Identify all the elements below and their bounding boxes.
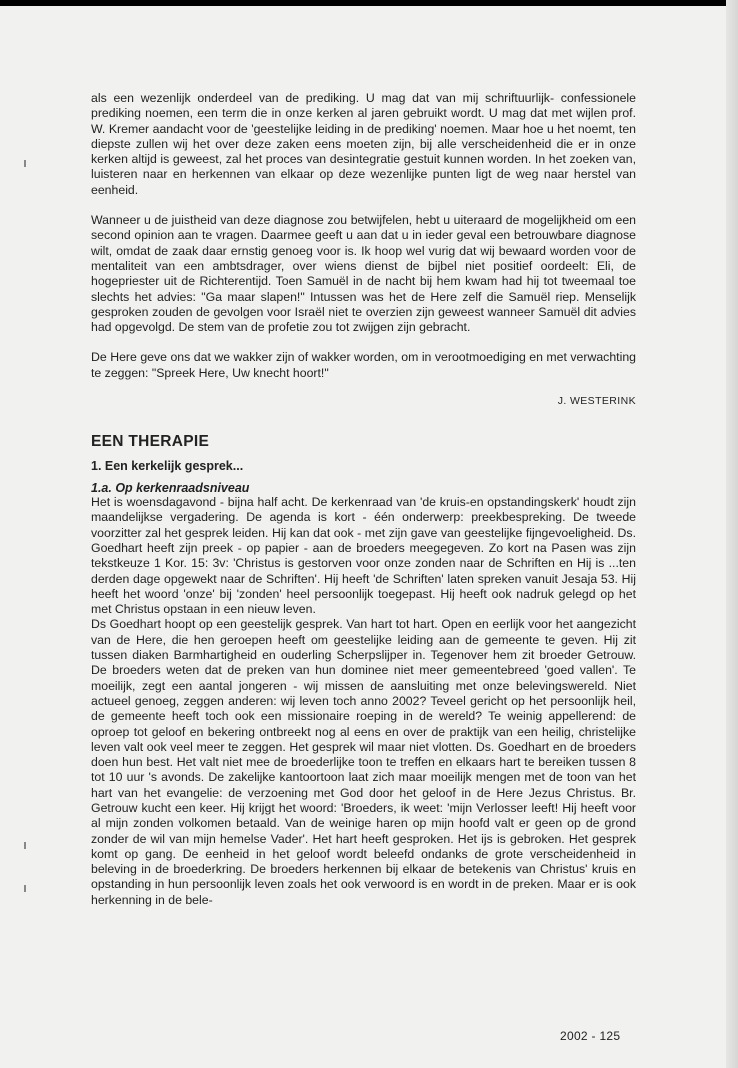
intro-paragraph-1: als een wezenlijk onderdeel van de prediking. U mag dat van mij schriftuurlijk- confessionele prediking noemen, een term die in onze kerken al jaren gebruikt wordt. U mag dat met wijlen prof. W. Kremer aandacht voor de 'geestelijke leiding in de prediking' noemen. Maar hoe u het noemt, ten diepste zullen wij het over deze zaken eens moeten zijn, bij alle verscheidenheid die er in onze kerken altijd is geweest, zal het proces van desintegratie gestuit kunnen worden. In het zoeken van, luisteren naar en herkennen van elkaar op deze wezenlijke punten ligt de weg naar herstel van eenheid. — [91, 91, 636, 197]
intro-paragraph-2: Wanneer u de juistheid van deze diagnose zou betwijfelen, hebt u uiteraard de mogelijkheid om een second opinion aan te vragen. Daarmee geeft u aan dat u in ieder geval een betrouwbare diagnose wilt, omdat de zaak daar ernstig genoeg voor is. Ik hoop wel vurig dat wij bewaard worden voor de mentaliteit van een ambtsdrager, over wiens dienst de bijbel niet positief oordeelt: Eli, de hogepriester uit de Richterentijd. Toen Samuël in de nacht bij hem kwam had hij tot tweemaal toe slechts het advies: "Ga maar slapen!" Intussen was het de Here zelf die Samuël riep. Menselijk gesproken zouden de gevolgen voor Israël niet te overzien zijn geweest wanneer Samuël dit advies had opgevolgd. De stem van de profetie zou tot zwijgen zijn gebracht. — [91, 213, 636, 335]
page-body — [91, 91, 636, 908]
section-paragraph-1: Het is woensdagavond - bijna half acht. De kerkenraad van 'de kruis-en opstandingskerk' houdt zijn maandelijkse vergadering. De agenda is kort - één onderwerp: preekbespreking. De tweede voorzitter zal het gesprek leiden. Hij kan dat ook - met zijn gave van geestelijke fijngevoeligheid. Ds. Goedhart heeft zijn preek - op papier - aan de broeders meegegeven. Zo kort na Pasen was zijn tekstkeuze 1 Kor. 15: 3v: 'Christus is gestorven voor onze zonden naar de Schriften en Hij is ...ten derden dage opgewekt naar de Schriften'. Hij heeft 'de Schriften' laten spreken vanuit Jesaja 53. Hij heeft het woord 'onze' bij 'zonden' heel persoonlijk toegepast. Hij heeft ook nadruk gelegd op het met Christus opstaan in een nieuw leven. — [91, 495, 636, 617]
scan-top-edge — [0, 0, 738, 6]
margin-mark — [24, 842, 26, 849]
intro-paragraph-3: De Here geve ons dat we wakker zijn of wakker worden, om in verootmoediging en met verwachting te zeggen: "Spreek Here, Uw knecht hoort!" — [91, 350, 636, 380]
page-number: 2002 - 125 — [560, 1029, 621, 1043]
section-subsubtitle: 1.a. Op kerkenraadsniveau — [91, 481, 250, 496]
scan-right-edge — [726, 0, 738, 1068]
section-paragraph-2: Ds Goedhart hoopt op een geestelijk gesprek. Van hart tot hart. Open en eerlijk voor het aangezicht van de Here, die hen geroepen heeft om geestelijke leiding aan de gemeente te geven. Hij zit tussen diaken Barmhartigheid en ouderling Scherpslijper in. Tegenover hem zit broeder Getrouw. De broeders weten dat de preken van hun dominee niet meer gemeentebreed 'goed vallen'. Te moeilijk, zegt een aantal jongeren - wij missen de aansluiting met onze belevingswereld. Niet actueel genoeg, zeggen anderen: wij leven toch anno 2002? Teveel gericht op het persoonlijk heil, de gemeente heeft toch ook een missionaire roeping in de wereld? Te weinig appellerend: de oproep tot geloof en bekering ontbreekt nog al eens en over de praktijk van een heilig, christelijke leven valt ook veel meer te zeggen. Het gesprek wil maar niet vlotten. Ds. Goedhart en de broeders doen hun best. Het valt niet mee de broederlijke toon te treffen en elkaars hart te bereiken tussen 8 tot 10 uur 's avonds. De zakelijke kantoortoon laat zich maar moeilijk mengen met de toon van het hart van het evangelie: de verzoening met God door het geloof in de Here Jezus Christus. Br. Getrouw kucht een keer. Hij krijgt het woord: 'Broeders, ik weet: 'mijn Verlosser leeft! Hij heeft voor al mijn zonden volkomen betaald. Van de weinige haren op mijn hoofd valt er geen op de grond zonder de wil van mijn hemelse Vader'. Het hart heeft gesproken. Het ijs is gebroken. Het gesprek komt op gang. De eenheid in het geloof wordt beleefd ondanks de grote verscheidenheid in beleving in de broederkring. De broeders herkennen bij elkaar de betekenis van Christus' kruis en opstanding in hun persoonlijk leven zoals het ook verwoord is en wordt in de preken. Maar er is ook herkenning in de bele- — [91, 617, 636, 907]
section-title: EEN THERAPIE — [91, 433, 210, 451]
margin-mark — [24, 885, 26, 892]
author-signature: J. WESTERINK — [557, 395, 636, 408]
section-subtitle: 1. Een kerkelijk gesprek... — [91, 459, 244, 474]
margin-mark — [24, 160, 26, 167]
